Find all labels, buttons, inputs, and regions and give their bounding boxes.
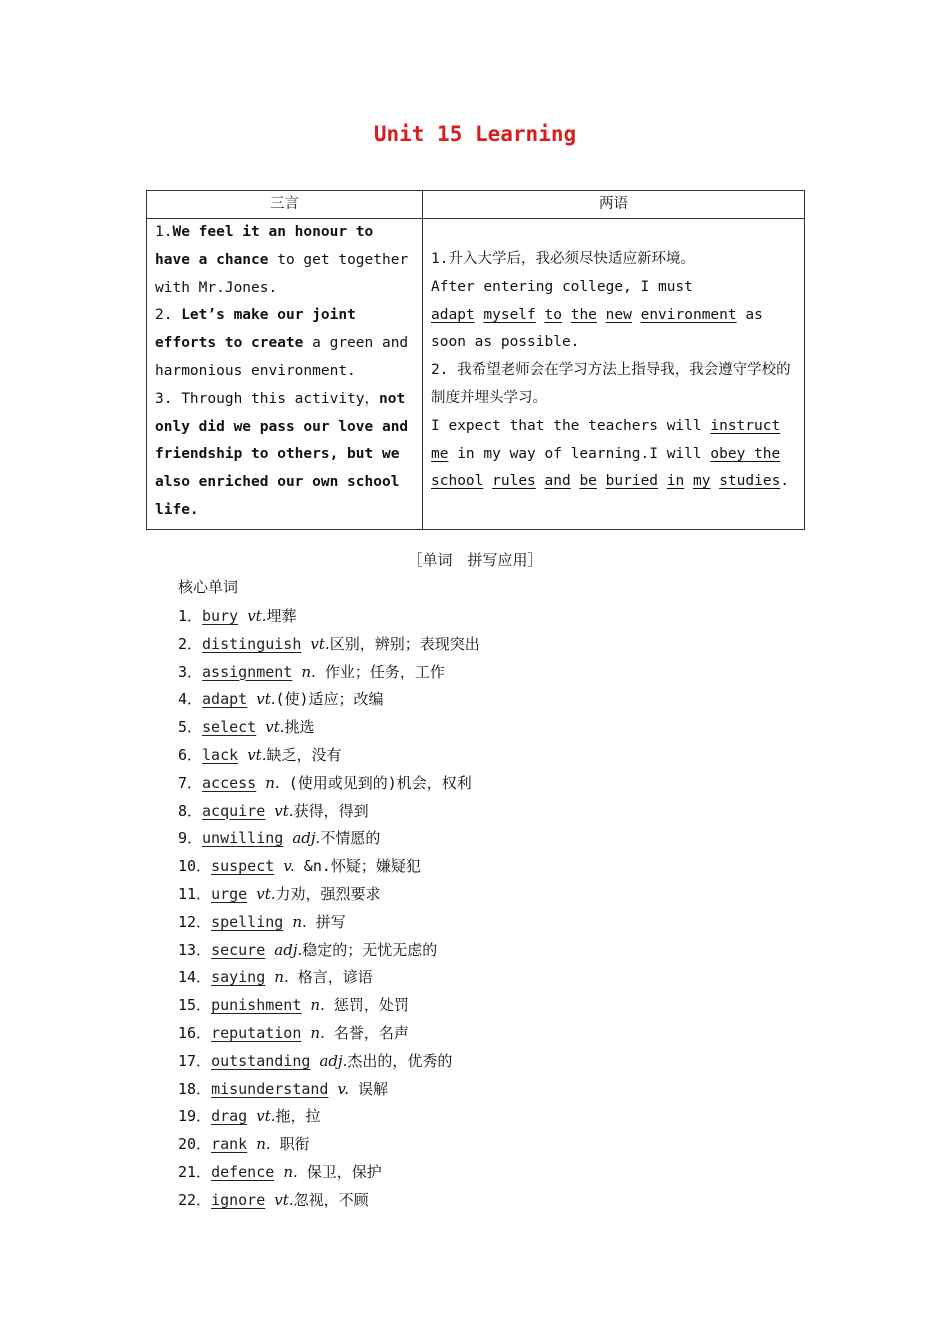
- vocab-meaning: 拼写: [306, 912, 346, 931]
- vocab-item: [178, 631, 480, 659]
- vocab-item: [178, 714, 480, 742]
- core-words-heading: 核心单词: [178, 578, 239, 596]
- vocab-item: [178, 1187, 480, 1215]
- part-of-speech: vt.: [256, 884, 276, 903]
- vocab-word: punishment: [211, 996, 302, 1015]
- vocab-word: drag: [211, 1107, 248, 1126]
- vocab-word: rank: [211, 1135, 248, 1154]
- vocabulary-list: [178, 603, 480, 1215]
- vocab-item: [178, 1159, 480, 1187]
- vocab-item: [178, 1131, 480, 1159]
- vocab-number: 6．: [178, 745, 203, 764]
- blank-answer: to: [544, 306, 562, 323]
- vocab-word: reputation: [211, 1023, 302, 1042]
- vocab-word: misunderstand: [211, 1079, 329, 1098]
- part-of-speech: adj.: [274, 940, 303, 959]
- vocab-number: 2．: [178, 634, 203, 653]
- vocab-word: outstanding: [211, 1051, 311, 1070]
- part-of-speech: adj.: [292, 829, 321, 848]
- blank-answer: in: [666, 473, 685, 490]
- vocab-word: adapt: [202, 690, 248, 709]
- vocab-word: spelling: [211, 912, 284, 931]
- vocab-meaning: 力劝，强烈要求: [275, 884, 381, 903]
- part-of-speech: vt.: [310, 634, 330, 653]
- part-of-speech: vt.: [256, 690, 276, 709]
- left-sentences-cell: [147, 219, 423, 530]
- vocab-word: bury: [202, 607, 239, 625]
- vocab-word: suspect: [211, 857, 275, 876]
- vocab-number: 21．: [178, 1162, 212, 1181]
- table-header-right: 两语: [423, 191, 805, 219]
- vocab-number: 5．: [178, 718, 203, 737]
- part-of-speech: n.: [310, 1023, 325, 1042]
- vocab-word: defence: [211, 1162, 275, 1181]
- vocab-item: [178, 659, 480, 687]
- blank-answer: myself: [483, 306, 536, 323]
- vocab-number: 12．: [178, 912, 212, 931]
- left-sentence-1: 1.We feel it an honour to have a chance to get together with Mr.Jones.: [155, 224, 409, 296]
- part-of-speech: n.: [301, 662, 316, 681]
- blank-answer: environment: [640, 306, 737, 323]
- blank-answer: rules: [492, 473, 536, 490]
- vocab-number: 13．: [178, 940, 212, 959]
- part-of-speech: n.: [274, 968, 289, 987]
- vocab-meaning: 职衔: [270, 1135, 310, 1154]
- blank-answer: my: [692, 473, 711, 490]
- blank-answer: instruct me: [431, 417, 781, 462]
- vocab-number: 18．: [178, 1079, 212, 1098]
- left-sentence-3: 3. Through this activity，not only did we pass our love and friendship to others, but we also enriched our own school life.: [155, 390, 409, 518]
- vocab-word: access: [202, 773, 257, 792]
- part-of-speech: n.: [283, 1162, 298, 1181]
- vocab-number: 4．: [178, 690, 203, 709]
- vocab-meaning: 名誉，名声: [324, 1023, 409, 1042]
- vocab-word: assignment: [202, 662, 293, 681]
- vocab-number: 19．: [178, 1107, 212, 1126]
- vocab-number: 10．: [178, 857, 212, 876]
- vocab-item: [178, 964, 480, 992]
- vocab-meaning: 埋葬: [266, 607, 297, 625]
- vocab-meaning: (使用或见到的)机会，权利: [279, 773, 472, 792]
- right-sentence-2-en: I expect that the teachers will instruct me in my way of learning.I will obey the school rules and be buried in my studies.: [431, 417, 790, 490]
- vocab-meaning: 缺乏，没有: [266, 745, 342, 764]
- part-of-speech: vt.: [274, 801, 294, 820]
- part-of-speech: v.: [283, 857, 295, 876]
- vocab-meaning: 误解: [348, 1079, 388, 1098]
- vocab-item: [178, 825, 480, 853]
- part-of-speech: n.: [265, 773, 280, 792]
- vocab-item: [178, 742, 480, 770]
- right-sentence-1-cn: 1.升入大学后，我必须尽快适应新环境。: [431, 251, 695, 267]
- vocab-meaning: 保卫，保护: [297, 1162, 382, 1181]
- vocab-meaning: 格言，谚语: [288, 968, 373, 987]
- vocab-item: [178, 1076, 480, 1104]
- vocab-meaning: 杰出的，优秀的: [347, 1051, 453, 1070]
- vocab-number: 11．: [178, 884, 212, 903]
- vocab-meaning: 忽视，不顾: [293, 1190, 369, 1209]
- vocab-word: ignore: [211, 1190, 266, 1209]
- part-of-speech: vt.: [247, 745, 267, 764]
- blank-answer: the: [570, 306, 597, 323]
- vocab-word: acquire: [202, 801, 266, 820]
- part-of-speech: vt.: [274, 1190, 294, 1209]
- vocab-number: 20．: [178, 1135, 212, 1154]
- vocab-word: secure: [211, 940, 266, 959]
- blank-answer: adapt: [431, 306, 475, 323]
- vocab-word: urge: [211, 884, 248, 903]
- vocab-item: [178, 603, 480, 631]
- vocab-item: [178, 770, 480, 798]
- vocab-meaning: 拖，拉: [275, 1107, 321, 1126]
- part-of-speech: n.: [310, 996, 325, 1015]
- vocab-item: [178, 853, 480, 881]
- vocab-number: 7．: [178, 773, 203, 792]
- part-of-speech: vt.: [256, 1107, 276, 1126]
- blank-answer: new: [605, 306, 632, 323]
- part-of-speech: vt.: [247, 607, 267, 625]
- right-sentence-1-en: After entering college, I must adapt myself to the new environment as soon as possible.: [431, 278, 763, 351]
- page-title: Unit 15 Learning: [373, 122, 577, 146]
- section-title: ［单词 拼写应用］: [407, 551, 543, 569]
- table-header-left: 三言: [147, 191, 423, 219]
- vocab-number: 1．: [178, 607, 203, 625]
- vocab-word: unwilling: [202, 829, 284, 848]
- blank-answer: studies: [719, 473, 781, 490]
- vocab-meaning: &n.怀疑；嫌疑犯: [294, 857, 421, 876]
- vocab-meaning: 作业；任务，工作: [315, 662, 445, 681]
- vocab-word: distinguish: [202, 634, 302, 653]
- vocab-number: 16．: [178, 1023, 212, 1042]
- blank-answer: obey the school: [431, 445, 781, 490]
- vocab-meaning: 惩罚，处罚: [324, 996, 409, 1015]
- right-sentence-2-cn: 2. 我希望老师会在学习方法上指导我，我会遵守学校的制度并埋头学习。: [431, 362, 791, 406]
- vocab-item: [178, 798, 480, 826]
- vocab-meaning: 区别，辨别；表现突出: [329, 634, 480, 653]
- vocab-item: [178, 686, 480, 714]
- part-of-speech: v.: [337, 1079, 349, 1098]
- vocab-number: 17．: [178, 1051, 212, 1070]
- vocab-item: [178, 992, 480, 1020]
- phrases-table: [146, 190, 805, 530]
- blank-answer: buried: [605, 473, 659, 490]
- vocab-number: 8．: [178, 801, 203, 820]
- vocab-meaning: (使)适应；改编: [275, 690, 384, 709]
- vocab-word: lack: [202, 745, 239, 764]
- vocab-meaning: 挑选: [284, 718, 315, 737]
- vocab-item: [178, 1103, 480, 1131]
- vocab-number: 22．: [178, 1190, 212, 1209]
- part-of-speech: n.: [292, 912, 307, 931]
- vocab-meaning: 稳定的；无忧无虑的: [302, 940, 438, 959]
- part-of-speech: adj.: [319, 1051, 348, 1070]
- part-of-speech: n.: [256, 1135, 271, 1154]
- vocab-number: 9．: [178, 829, 203, 848]
- vocab-item: [178, 881, 480, 909]
- vocab-number: 14．: [178, 968, 212, 987]
- vocab-number: 15．: [178, 996, 212, 1015]
- vocab-item: [178, 1048, 480, 1076]
- vocab-meaning: 获得，得到: [293, 801, 369, 820]
- right-sentences-cell: [423, 219, 805, 530]
- blank-answer: be: [579, 473, 597, 490]
- part-of-speech: vt.: [265, 718, 285, 737]
- vocab-item: [178, 1020, 480, 1048]
- vocab-item: [178, 909, 480, 937]
- blank-answer: and: [544, 473, 571, 490]
- vocab-word: saying: [211, 968, 266, 987]
- vocab-meaning: 不情愿的: [320, 829, 381, 848]
- vocab-item: [178, 937, 480, 965]
- vocab-number: 3．: [178, 662, 203, 681]
- vocab-word: select: [202, 718, 257, 737]
- left-sentence-2: 2. Let’s make our joint efforts to create a green and harmonious environment.: [155, 307, 409, 379]
